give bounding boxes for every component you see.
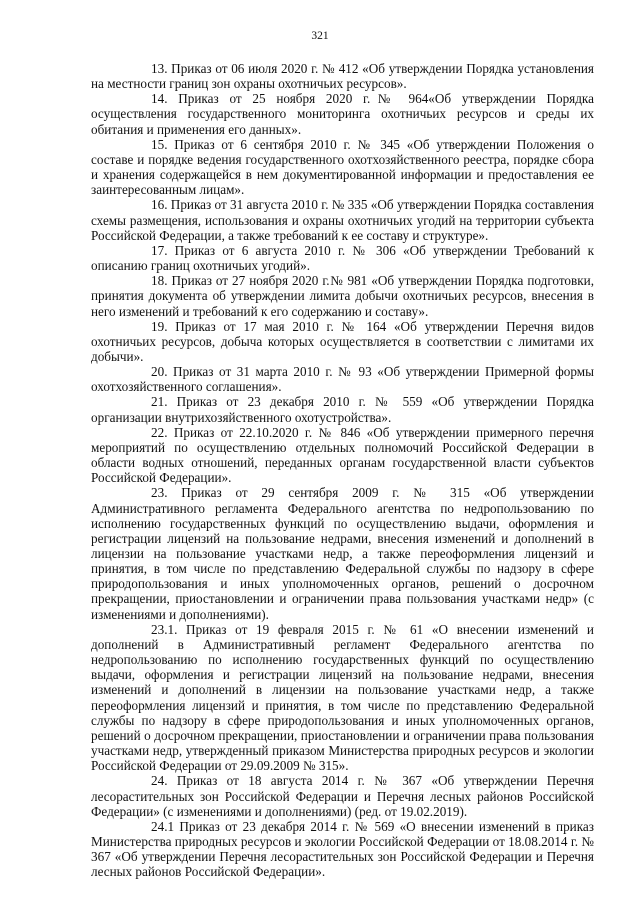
list-item: 18. Приказ от 27 ноября 2020 г.№ 981 «Об утверждении Порядка подготовки, принятия документа об утверждении лимита добычи охотничьих ресурсов, внесения в него изменений и требований к его содержанию и составу». [91, 273, 594, 319]
list-item: 20. Приказ от 31 марта 2010 г. № 93 «Об утверждении Примерной формы охотхозяйственного соглашения». [91, 364, 594, 395]
list-item: 19. Приказ от 17 мая 2010 г. № 164 «Об утверждении Перечня видов охотничьих ресурсов, добыча которых осуществляется в соответствии с лимитами их добычи». [91, 318, 594, 364]
list-item: 24.1 Приказ от 23 декабря 2014 г. № 569 «О внесении изменений в приказ Министерства природных ресурсов и экологии Российской Федерации от 18.08.2014 г. № 367 «Об утверждении Перечня лесорастительных зон Российской Федерации и Перечня лесных районов Российской Федерации». [91, 818, 594, 880]
list-item: 14. Приказ от 25 ноября 2020 г.№ 964«Об утверждении Порядка осуществления государственного мониторинга охотничьих ресурсов и среды их обитания и применения его данных». [91, 91, 594, 137]
list-item: 24. Приказ от 18 августа 2014 г. № 367 «Об утверждении Перечня лесорастительных зон Российской Федерации и Перечня лесных районов Российской Федерации» (с изменениями и дополнениями) (ред. от 19.02.2019). [91, 773, 594, 819]
list-item: 22. Приказ от 22.10.2020 г. № 846 «Об утверждении примерного перечня мероприятий по осуществлению отдельных полномочий Российской Федерации в области водных отношений, переданных органам государственной власти субъектов Российской Федерации». [91, 424, 594, 486]
list-item: 17. Приказ от 6 августа 2010 г. № 306 «Об утверждении Требований к описанию границ охотничьих угодий». [91, 242, 594, 274]
document-body [91, 61, 594, 879]
list-item: 23.1. Приказ от 19 февраля 2015 г. № 61 «О внесении изменений и дополнений в Административный регламент Федерального агентства по недропользованию по исполнению государственных функций по осуществлению выдачи, оформления и регистрации лицензий на пользование недрами, внесения изменений и дополнений в лицензии на пользование участками недр, а также переоформления лицензий и принятия, в том числе по представлению Федеральной службы по надзору в сфере природопользования и иных уполномоченных органов, решений о досрочном прекращении, приостановлении и ограничении права пользования участками недр, утвержденный приказом Министерства природных ресурсов и экологии Российской Федерации от 29.09.2009 № 315». [91, 621, 594, 774]
list-item: 21. Приказ от 23 декабря 2010 г. № 559 «Об утверждении Порядка организации внутрихозяйственного охотустройства». [91, 394, 594, 425]
list-item: 15. Приказ от 6 сентября 2010 г. № 345 «Об утверждении Положения о составе и порядке ведения государственного охотхозяйственного реестра, порядке сбора и хранения содержащейся в нем документированной информации и предоставления ее заинтересованным лицам». [91, 136, 594, 198]
page-number: 321 [311, 30, 329, 42]
list-item: 16. Приказ от 31 августа 2010 г. № 335 «Об утверждении Порядка составления схемы размещения, использования и охраны охотничьих угодий на территории субъекта Российской Федерации, а также требований к ее составу и структуре». [91, 197, 594, 243]
list-item: 13. Приказ от 06 июля 2020 г. № 412 «Об утверждении Порядка установления на местности границ зон охраны охотничьих ресурсов». [91, 61, 594, 92]
list-item: 23. Приказ от 29 сентября 2009 г. № 315 «Об утверждении Административного регламента Федерального агентства по недропользованию по исполнению государственных функций по осуществлению выдачи, оформления и регистрации лицензий на пользование недрами, внесения изменений и дополнений в лицензии на пользование участками недр, а также переоформления лицензий и принятия, в том числе по представлению Федеральной службы по надзору в сфере природопользования и иных уполномоченных органов, решений о досрочном прекращении, приостановлении и ограничении права пользования участками недр» (с изменениями и дополнениями). [91, 485, 594, 622]
